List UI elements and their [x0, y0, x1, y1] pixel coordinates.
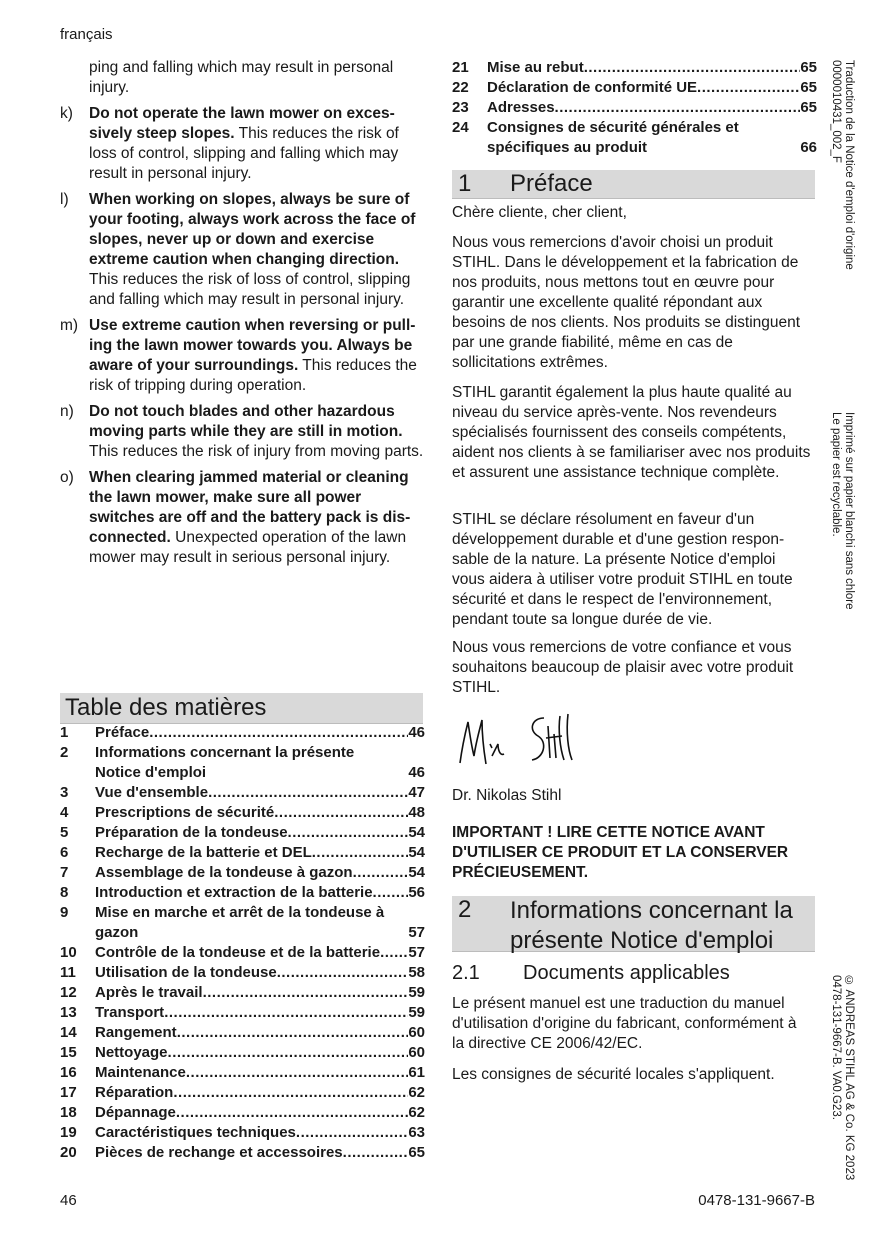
toc-entry-title: Assemblage de la tondeuse à gazon [95, 864, 353, 881]
toc-entry-page: 56 [408, 884, 425, 901]
toc-entry[interactable] [60, 823, 425, 843]
toc-entry-title: Adresses [487, 99, 555, 116]
left-column [60, 58, 425, 574]
toc-entry-leader [173, 1083, 408, 1103]
preface-paragraph-3: STIHL se déclare résolument en faveur d'un développement durable et d'une gestion responsable de la nature. La présente Notice d'emploi vous aidera à utiliser votre produit STIHL en toute sécurité et dans le respect de l'environnement, pendant toute sa longue durée de vie. [452, 511, 793, 628]
important-notice: IMPORTANT ! LIRE CETTE NOTICE AVANT D'UTILISER CE PRODUIT ET LA CONSERVER PRÉCIEUSEMENT. [452, 824, 789, 881]
toc-entry-leader [277, 963, 409, 983]
toc-entry-number: 2 [60, 744, 69, 761]
toc-entry-title: Maintenance [95, 1064, 186, 1081]
toc-entry-number: 8 [60, 884, 69, 901]
toc-entry-leader [373, 883, 409, 903]
toc-title: Table des matières [65, 694, 267, 721]
toc-entry-title: Rangement [95, 1024, 177, 1041]
intro-continuation: ping and falling which may result in personal injury. [89, 59, 394, 96]
toc-entry-title: Déclaration de conformité UE [487, 79, 698, 96]
toc-list-left [60, 723, 425, 1163]
toc-entry-title: Mise au rebut [487, 59, 584, 76]
toc-entry-number: 14 [60, 1024, 77, 1041]
toc-entry-page: 46 [408, 724, 425, 741]
toc-entry-title: Utilisation de la tondeuse [95, 964, 277, 981]
toc-entry-page: 58 [408, 964, 425, 981]
safety-item-text: This reduces the risk of loss of control, slipping and falling which may result in personal injury. [89, 271, 411, 308]
toc-entry[interactable] [60, 983, 425, 1003]
toc-entry[interactable] [60, 743, 425, 783]
toc-entry[interactable] [60, 1003, 425, 1023]
safety-item-label: o) [60, 469, 74, 486]
toc-entry[interactable] [60, 883, 425, 903]
toc-entry-leader [186, 1063, 408, 1083]
toc-entry-title: Pièces de rechange et accessoires [95, 1144, 343, 1161]
toc-entry-number: 15 [60, 1044, 77, 1061]
translation-line-2: 0000010431_002_F [830, 60, 842, 163]
safety-items-list [60, 104, 425, 568]
signature-name: Dr. Nikolas Stihl [452, 787, 562, 804]
toc-entry-number: 17 [60, 1084, 77, 1101]
toc-entry-number: 10 [60, 944, 77, 961]
toc-entry-number: 22 [452, 79, 469, 96]
toc-entry-number: 11 [60, 964, 76, 981]
safety-item [60, 402, 425, 462]
toc-entry-page: 47 [408, 784, 425, 801]
toc-entry-title: Transport [95, 1004, 165, 1021]
toc-entry-page: 66 [800, 139, 817, 156]
document-number: 0478-131-9667-B [698, 1192, 815, 1209]
toc-entry-page: 48 [408, 804, 425, 821]
toc-entry-leader [208, 783, 408, 803]
toc-entry-title: Préface [95, 724, 150, 741]
toc-entry-title: Après le travail [95, 984, 203, 1001]
safety-item [60, 316, 425, 396]
toc-entry-page: 60 [408, 1044, 425, 1061]
toc-entry-page: 65 [408, 1144, 425, 1161]
safety-item [60, 190, 425, 310]
subsection-title: Documents applicables [523, 962, 730, 984]
section2-number: 2 [458, 896, 472, 923]
toc-entry-leader [149, 723, 408, 743]
toc-entry-title: Caractéristiques techniques [95, 1124, 296, 1141]
toc-entry-page: 60 [408, 1024, 425, 1041]
preface-paragraph-1: Nous vous remercions d'avoir choisi un produit STIHL. Dans le développement et la fabrication de nos produits, nous mettons tout en œuvre pour garantir une excellente qualité répondant aux besoins de nos clients. Nos produits se distinguent par une grande fiabilité, même en cas de sollicitations extrêmes. [452, 234, 801, 371]
toc-entry[interactable] [60, 863, 425, 883]
toc-entry[interactable] [452, 98, 817, 118]
page-number: 46 [60, 1192, 77, 1209]
margin-copyright-note [829, 975, 855, 1180]
toc-entry-page: 62 [408, 1084, 425, 1101]
safety-item-label: l) [60, 191, 69, 208]
toc-entry-number: 3 [60, 784, 69, 801]
toc-entry[interactable] [60, 803, 425, 823]
toc-entry-number: 4 [60, 804, 69, 821]
toc-entry-title: Mise en marche et arrêt de la tondeuse à gazon [95, 904, 385, 941]
toc-entry-leader [274, 803, 408, 823]
safety-item-text: This reduces the risk of tripping during operation. [89, 357, 417, 394]
toc-entry[interactable] [452, 78, 817, 98]
toc-entry-leader [697, 78, 800, 98]
translation-line-1: Traduction de la Notice d'emploi d'origine [843, 60, 855, 270]
toc-entry-page: 61 [408, 1064, 425, 1081]
preface-paragraph-2: STIHL garantit également la plus haute qualité au niveau du service après-vente. Nos revendeurs spécialisés fournissent des conseils compétents, aident nos clients à se familiariser avec nos produits et assurent une assistance technique complète. [452, 384, 811, 481]
toc-entry-title: Prescriptions de sécurité [95, 804, 275, 821]
section2-paragraph-1: Le présent manuel est une traduction du manuel d'utilisation d'origine du fabricant, conformément à la directive CE 2006/42/EC. [452, 995, 797, 1052]
toc-entry-number: 19 [60, 1124, 77, 1141]
toc-entry[interactable] [60, 1063, 425, 1083]
toc-entry[interactable] [452, 118, 817, 158]
toc-entry-number: 6 [60, 844, 69, 861]
paper-line-2: Le papier est recyclable. [830, 412, 842, 537]
toc-list-right [452, 58, 817, 158]
toc-entry-leader [353, 863, 409, 883]
toc-entry[interactable] [60, 1023, 425, 1043]
safety-item-label: n) [60, 403, 74, 420]
signature-image [452, 708, 582, 772]
safety-item-text: Unexpected operation of the lawn mower may result in serious personal injury. [89, 529, 407, 566]
toc-entry[interactable] [60, 1103, 425, 1123]
toc-entry-page: 63 [408, 1124, 425, 1141]
toc-entry-number: 20 [60, 1144, 77, 1161]
safety-item-heading: Do not touch blades and other hazardous moving parts while they are still in motion. [89, 403, 403, 440]
safety-item-text: This reduces the risk of loss of control, slipping and falling which may result in personal injury. [89, 125, 399, 182]
safety-item [60, 468, 425, 568]
safety-item-heading: Use extreme caution when reversing or pulling the lawn mower towards you. Always be aware of your surroundings. [89, 317, 416, 374]
safety-item-label: k) [60, 105, 73, 122]
preface-paragraph-4: Nous vous remercions de votre confiance et vous souhaitons beaucoup de plaisir avec votre produit STIHL. [452, 639, 794, 696]
safety-item-heading: When clearing jammed material or cleaning the lawn mower, make sure all power switches are off and the battery pack is disconnected. [89, 469, 411, 546]
safety-item-label: m) [60, 317, 79, 334]
toc-entry-leader [343, 1143, 409, 1163]
toc-entry-page: 59 [408, 984, 425, 1001]
copyright-line-2: 0478-131-9667-B. VA0.G23. [830, 975, 842, 1120]
toc-entry-number: 24 [452, 119, 469, 136]
toc-entry[interactable] [60, 783, 425, 803]
toc-entry-number: 1 [60, 724, 69, 741]
toc-entry-page: 59 [408, 1004, 425, 1021]
toc-entry[interactable] [60, 843, 425, 863]
copyright-line-1: © ANDREAS STIHL AG & Co. KG 2023 [843, 975, 855, 1181]
toc-entry[interactable] [60, 723, 425, 743]
toc-entry[interactable] [60, 1043, 425, 1063]
toc-entry-leader [296, 1123, 408, 1143]
toc-entry-leader [203, 983, 409, 1003]
toc-entry-title: Dépannage [95, 1104, 176, 1121]
toc-entry-number: 21 [452, 59, 469, 76]
section1-heading-box [452, 170, 815, 199]
toc-entry-number: 23 [452, 99, 469, 116]
margin-paper-note [829, 412, 855, 610]
toc-entry[interactable] [60, 943, 425, 963]
salutation: Chère cliente, cher client, [452, 204, 627, 221]
toc-entry-leader [168, 1043, 409, 1063]
toc-entry-leader [312, 843, 409, 863]
toc-entry-page: 54 [408, 864, 425, 881]
margin-translation-note [829, 60, 855, 270]
toc-entry-number: 18 [60, 1104, 77, 1121]
toc-entry-leader [176, 1103, 408, 1123]
toc-entry[interactable] [452, 58, 817, 78]
subsection-number: 2.1 [452, 962, 480, 984]
toc-entry-title: Recharge de la batterie et DEL [95, 844, 312, 861]
toc-entry[interactable] [60, 963, 425, 983]
toc-entry-number: 7 [60, 864, 69, 881]
section1-title: Préface [510, 170, 593, 197]
toc-entry[interactable] [60, 1083, 425, 1103]
toc-entry-page: 65 [800, 59, 817, 76]
toc-entry[interactable] [60, 1123, 425, 1143]
toc-entry-title: Réparation [95, 1084, 174, 1101]
toc-entry-page: 54 [408, 824, 425, 841]
toc-entry-leader [177, 1023, 409, 1043]
section1-number: 1 [458, 170, 472, 197]
toc-entry-page: 54 [408, 844, 425, 861]
section2-heading-box [452, 896, 815, 952]
paper-line-1: Imprimé sur papier blanchi sans chlore [843, 412, 855, 610]
toc-entry-title: Nettoyage [95, 1044, 168, 1061]
section2-title: Informations concernant la présente Notice d'emploi [510, 897, 793, 954]
safety-item [60, 104, 425, 184]
toc-entry-leader [584, 58, 801, 78]
toc-entry-leader [380, 943, 408, 963]
toc-entry-number: 9 [60, 904, 69, 921]
section2-paragraph-2: Les consignes de sécurité locales s'appliquent. [452, 1066, 775, 1083]
toc-heading-box [60, 693, 423, 724]
language-label: français [60, 26, 113, 43]
toc-entry-page: 57 [408, 944, 425, 961]
toc-entry-title: Contrôle de la tondeuse et de la batterie [95, 944, 381, 961]
toc-entry-page: 57 [408, 924, 425, 941]
toc-entry-title: Informations concernant la présente Notice d'emploi [95, 744, 355, 781]
toc-entry-title: Vue d'ensemble [95, 784, 209, 801]
safety-item-heading: Do not operate the lawn mower on excessively steep slopes. [89, 105, 395, 142]
toc-entry-leader [288, 823, 409, 843]
toc-entry-number: 12 [60, 984, 77, 1001]
toc-entry-page: 65 [800, 79, 817, 96]
toc-entry[interactable] [60, 903, 425, 943]
safety-item-text: This reduces the risk of injury from moving parts. [89, 443, 424, 460]
toc-entry-number: 16 [60, 1064, 77, 1081]
toc-entry-page: 46 [408, 764, 425, 781]
toc-entry-leader [555, 98, 801, 118]
toc-entry-number: 13 [60, 1004, 77, 1021]
toc-entry-leader [164, 1003, 408, 1023]
toc-entry-title: Préparation de la tondeuse [95, 824, 288, 841]
toc-entry-title: Introduction et extraction de la batterie [95, 884, 373, 901]
toc-entry[interactable] [60, 1143, 425, 1163]
toc-entry-number: 5 [60, 824, 69, 841]
toc-entry-page: 65 [800, 99, 817, 116]
toc-entry-page: 62 [408, 1104, 425, 1121]
toc-entry-title: Consignes de sécurité générales et spécifiques au produit [487, 119, 739, 156]
safety-item-heading: When working on slopes, always be sure of your footing, always work across the face of slopes, never up or down and exercise extreme caution when changing direction. [89, 191, 416, 268]
